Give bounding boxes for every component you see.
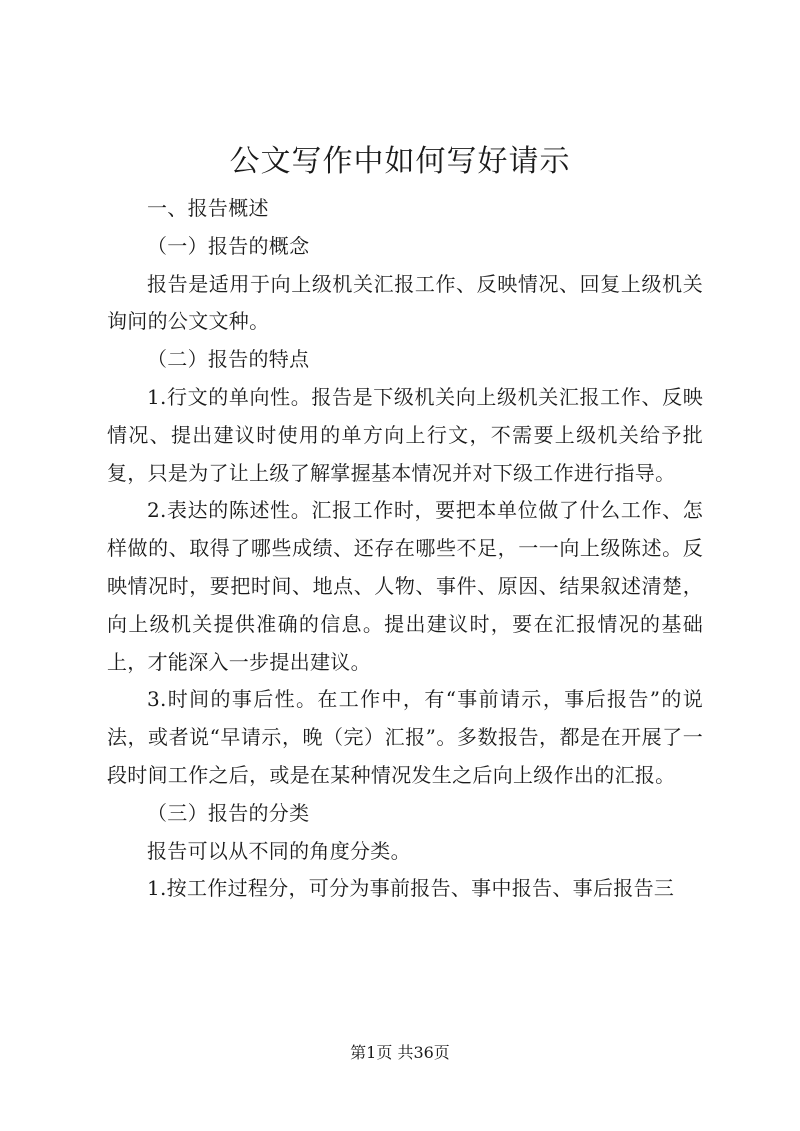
paragraph-feature-3: 3.时间的事后性。在工作中，有“事前请示，事后报告”的说法，或者说“早请示，晚（完）汇报”。多数报告，都是在开展了一段时间工作之后，或是在某种情况发生之后向上级作出的汇报。: [107, 687, 703, 787]
paragraph-classification-1: 1.按工作过程分，可分为事前报告、事中报告、事后报告三: [147, 876, 675, 901]
document-body: [107, 190, 703, 908]
subsection-heading-classification: （三）报告的分类: [147, 800, 310, 825]
subsection-heading-concept: （一）报告的概念: [147, 233, 310, 258]
paragraph-concept: 报告是适用于向上级机关汇报工作、反映情况、回复上级机关询问的公文文种。: [107, 271, 703, 334]
section-heading-overview: 一、报告概述: [147, 196, 269, 220]
document-title: 公文写作中如何写好请示: [229, 144, 571, 179]
paragraph-feature-1: 1.行文的单向性。报告是下级机关向上级机关汇报工作、反映情况、提出建议时使用的单方向上行文，不需要上级机关给予批复，只是为了让上级了解掌握基本情况并对下级工作进行指导。: [107, 384, 703, 485]
subsection-heading-features: （二）报告的特点: [147, 347, 310, 372]
paragraph-classification-intro: 报告可以从不同的角度分类。: [147, 838, 411, 863]
page-footer: 第1页 共36页: [350, 1043, 450, 1062]
paragraph-feature-2: 2.表达的陈述性。汇报工作时，要把本单位做了什么工作、怎样做的、取得了哪些成绩、还存在哪些不足，一一向上级陈述。反映情况时，要把时间、地点、人物、事件、原因、结果叙述清楚，向上级机关提供准确的信息。提出建议时，要在汇报情况的基础上，才能深入一步提出建议。: [107, 498, 703, 674]
